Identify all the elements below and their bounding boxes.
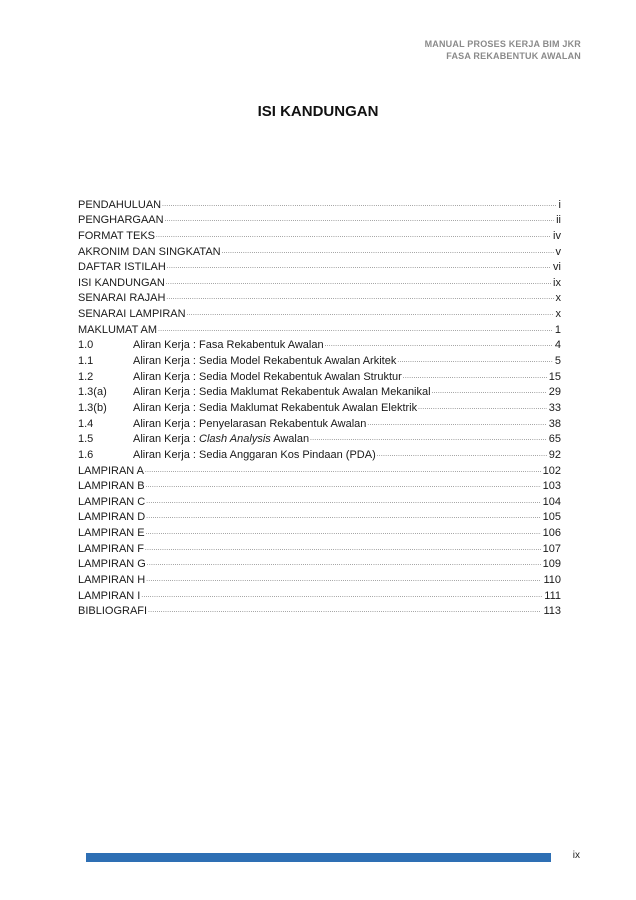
toc-entry-page: 111	[544, 589, 561, 602]
toc-dot-leader	[402, 371, 547, 384]
toc-entry-number: 1.2	[78, 370, 94, 383]
toc-dot-leader	[165, 292, 553, 305]
toc-entry-label: Aliran Kerja : Sedia Anggaran Kos Pindaan (PDA)	[133, 448, 376, 461]
toc-entry[interactable]	[78, 540, 561, 556]
footer-bar	[86, 853, 551, 862]
toc-dot-leader	[145, 511, 540, 524]
toc-entry[interactable]	[78, 290, 561, 306]
toc-dot-leader	[164, 214, 555, 227]
toc-entry-label: PENDAHULUAN	[78, 198, 162, 211]
toc-entry-label: Aliran Kerja : Sedia Model Rekabentuk Awalan Struktur	[133, 370, 402, 383]
toc-dot-leader	[145, 574, 541, 587]
toc-entry-label: FORMAT TEKS	[78, 229, 156, 242]
header-line-2: FASA REKABENTUK AWALAN	[446, 51, 581, 61]
toc-dot-leader	[324, 339, 553, 352]
toc-entry-label: Aliran Kerja : Penyelarasan Rekabentuk Awalan	[133, 417, 367, 430]
table-of-contents	[78, 196, 561, 618]
toc-entry-label: Aliran Kerja : Fasa Rekabentuk Awalan	[133, 339, 324, 352]
toc-entry[interactable]	[78, 603, 561, 619]
toc-entry[interactable]	[78, 384, 561, 400]
toc-entry-label: Aliran Kerja : Sedia Model Rekabentuk Awalan Arkitek	[133, 355, 397, 368]
toc-dot-leader	[147, 605, 541, 618]
toc-dot-leader	[186, 308, 554, 321]
toc-entry-label: SENARAI RAJAH	[78, 292, 166, 305]
toc-entry-label: LAMPIRAN F	[78, 542, 145, 555]
toc-dot-leader	[146, 558, 541, 571]
toc-entry-page: x	[555, 292, 561, 305]
toc-entry[interactable]	[78, 446, 561, 462]
toc-entry[interactable]	[78, 321, 561, 337]
page-title: ISI KANDUNGAN	[257, 103, 379, 120]
toc-entry[interactable]	[78, 305, 561, 321]
toc-entry[interactable]	[78, 368, 561, 384]
toc-entry-number: 1.4	[78, 417, 94, 430]
toc-entry[interactable]	[78, 352, 561, 368]
toc-entry-page: 107	[542, 542, 561, 555]
toc-entry[interactable]	[78, 493, 561, 509]
toc-entry[interactable]	[78, 212, 561, 228]
toc-entry-label: PENGHARGAAN	[78, 214, 164, 227]
toc-entry-label: ISI KANDUNGAN	[78, 276, 165, 289]
toc-entry-page: 113	[543, 605, 561, 618]
toc-entry-label: DAFTAR ISTILAH	[78, 261, 166, 274]
toc-entry-label: LAMPIRAN C	[78, 495, 146, 508]
toc-dot-leader	[376, 449, 547, 462]
toc-entry-number: 1.3(b)	[78, 401, 107, 414]
toc-entry-label: LAMPIRAN H	[78, 574, 146, 587]
toc-entry-label: Aliran Kerja : Sedia Maklumat Rekabentuk Awalan Elektrik	[133, 401, 418, 414]
toc-entry-page: 92	[548, 448, 561, 461]
toc-dot-leader	[221, 246, 554, 259]
toc-dot-leader	[145, 480, 541, 493]
toc-entry-number: 1.6	[78, 448, 94, 461]
toc-entry-label: AKRONIM DAN SINGKATAN	[78, 245, 221, 258]
toc-entry[interactable]	[78, 415, 561, 431]
toc-entry-page: 38	[548, 417, 561, 430]
toc-entry[interactable]	[78, 478, 561, 494]
toc-entry-page: 15	[548, 370, 561, 383]
toc-dot-leader	[431, 386, 547, 399]
toc-entry-label: LAMPIRAN A	[78, 464, 145, 477]
toc-entry[interactable]	[78, 227, 561, 243]
toc-entry[interactable]	[78, 587, 561, 603]
toc-entry-label: LAMPIRAN B	[78, 480, 145, 493]
toc-dot-leader	[145, 496, 540, 509]
toc-entry-page: 65	[548, 433, 561, 446]
document-header	[425, 38, 581, 62]
toc-entry[interactable]	[78, 399, 561, 415]
toc-entry-label-prefix: Aliran Kerja :	[133, 433, 200, 446]
toc-entry-number: 1.1	[78, 355, 94, 368]
toc-entry[interactable]	[78, 196, 561, 212]
toc-dot-leader	[417, 402, 547, 415]
toc-entry-label-suffix: Awalan	[270, 433, 310, 446]
toc-dot-leader	[166, 261, 551, 274]
toc-entry[interactable]	[78, 462, 561, 478]
toc-entry[interactable]	[78, 259, 561, 275]
toc-entry-label: LAMPIRAN D	[78, 511, 146, 524]
toc-dot-leader	[144, 465, 541, 478]
toc-dot-leader	[145, 527, 541, 540]
toc-entry[interactable]	[78, 243, 561, 259]
toc-entry[interactable]	[78, 337, 561, 353]
toc-entry[interactable]	[78, 556, 561, 572]
toc-entry-page: 29	[548, 386, 561, 399]
toc-entry[interactable]	[78, 274, 561, 290]
toc-entry[interactable]	[78, 571, 561, 587]
toc-entry-label: BIBLIOGRAFI	[78, 605, 148, 618]
toc-entry-page: 105	[542, 511, 561, 524]
toc-entry-page: 33	[548, 401, 561, 414]
toc-entry[interactable]	[78, 509, 561, 525]
toc-entry-page: 5	[554, 355, 561, 368]
toc-entry-label: LAMPIRAN E	[78, 527, 145, 540]
toc-entry-label: LAMPIRAN G	[78, 558, 146, 571]
toc-entry-page: v	[555, 245, 561, 258]
toc-dot-leader	[165, 277, 551, 290]
toc-entry-number: 1.3(a)	[78, 386, 107, 399]
toc-entry-page: i	[558, 198, 561, 211]
toc-entry[interactable]	[78, 524, 561, 540]
toc-entry-label: LAMPIRAN I	[78, 589, 141, 602]
toc-entry[interactable]	[78, 431, 561, 447]
toc-dot-leader	[396, 355, 553, 368]
header-line-1: MANUAL PROSES KERJA BIM JKR	[424, 39, 581, 49]
toc-entry-label	[133, 433, 309, 446]
toc-entry-number: 1.5	[78, 433, 94, 446]
toc-entry-page: 103	[542, 480, 561, 493]
toc-entry-page: 1	[554, 323, 561, 336]
toc-entry-page: ix	[553, 276, 561, 289]
toc-dot-leader	[157, 324, 553, 337]
toc-entry-page: 4	[554, 339, 561, 352]
toc-entry-page: 110	[543, 574, 561, 587]
toc-entry-label-italic: Clash Analysis	[199, 433, 271, 446]
toc-entry-label: MAKLUMAT AM	[78, 323, 158, 336]
toc-entry-number: 1.0	[78, 339, 94, 352]
toc-entry-page: 109	[542, 558, 561, 571]
toc-dot-leader	[161, 199, 556, 212]
toc-dot-leader	[155, 230, 551, 243]
toc-entry-page: ii	[556, 214, 561, 227]
toc-dot-leader	[144, 543, 541, 556]
toc-entry-page: 102	[542, 464, 561, 477]
toc-dot-leader	[309, 433, 547, 446]
toc-entry-label: Aliran Kerja : Sedia Maklumat Rekabentuk Awalan Mekanikal	[133, 386, 431, 399]
footer-page-number: ix	[572, 850, 580, 861]
toc-dot-leader	[140, 590, 542, 603]
toc-entry-page: 106	[542, 527, 561, 540]
toc-entry-page: 104	[542, 495, 561, 508]
toc-entry-page: iv	[553, 229, 561, 242]
toc-entry-page: x	[555, 308, 561, 321]
toc-entry-page: vi	[553, 261, 561, 274]
toc-entry-label: SENARAI LAMPIRAN	[78, 308, 186, 321]
toc-dot-leader	[366, 418, 546, 431]
